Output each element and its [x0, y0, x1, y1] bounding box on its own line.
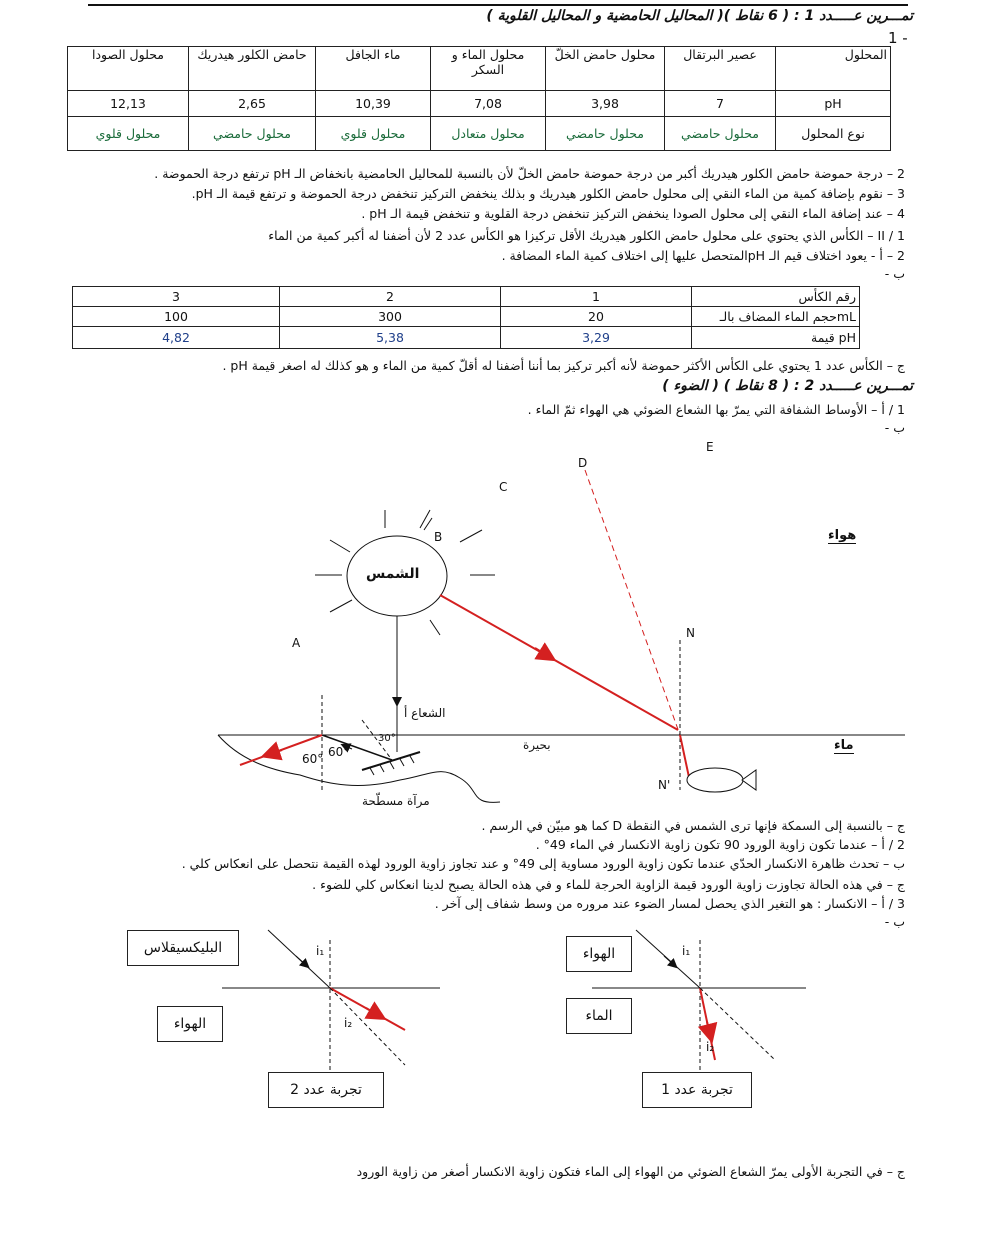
- top-rule: [88, 4, 908, 6]
- volume-cell: 20: [501, 307, 692, 327]
- refraction-diagram: [0, 430, 991, 820]
- row-label: حجم الماء المضاف بالـmL: [692, 307, 860, 327]
- answer-line: ج – بالنسبة إلى السمكة فإنها ترى الشمس في النقطة D كما هو مبيّن في الرسم .: [481, 818, 905, 833]
- header-cell: عصير البرتقال: [665, 47, 776, 91]
- section-number: 1 -: [888, 29, 908, 47]
- apparent-ray: [585, 470, 680, 735]
- cup-cell: 3: [73, 287, 280, 307]
- lake-label: بحيرة: [523, 738, 551, 752]
- ph-cell: 7: [665, 91, 776, 117]
- ray-a-label: الشعاع أ: [404, 706, 446, 720]
- label-n-prime: N': [658, 778, 671, 792]
- sun-ray: [440, 595, 678, 730]
- answer-line: ب – تحدث ظاهرة الانكسار الحدّي عندما تكون زاوية الورود مساوية إلى 49° و عند تجاوز زاوية الورود لهذه القيمة نتحصل على انعكاس كلي .: [181, 856, 905, 871]
- answer-line: ج – في هذه الحالة تجاوزت زاوية الورود قيمة الزاوية الحرجة للماء و في هذه الحالة يصبح لدينا انعكاس كلي للضوء .: [312, 877, 905, 892]
- type-cell: محلول حامضي: [665, 117, 776, 151]
- solutions-table: [67, 46, 891, 151]
- row-label: رقم الكأس: [692, 287, 860, 307]
- ph-value-cell: 5,38: [280, 327, 501, 349]
- answer-line: 2 / أ – عندما تكون زاوية الورود 90 تكون زاوية الانكسار في الماء 49° .: [535, 837, 905, 852]
- answer-line: ج – في التجربة الأولى يمرّ الشعاع الضوئي من الهواء إلى الماء فتكون زاوية الانكسار أصغر من زاوية الورود: [356, 1164, 905, 1179]
- exp1-i1: i₁: [682, 944, 691, 958]
- cup-cell: 1: [501, 287, 692, 307]
- label-n: N: [686, 626, 695, 640]
- exp2-caption: تجربة عدد 2: [268, 1072, 384, 1108]
- volume-cell: 100: [73, 307, 280, 327]
- angle-label: 60°: [328, 745, 350, 759]
- angle-label: 60°: [302, 752, 324, 766]
- answer-line: ج – الكأس عدد 1 يحتوي على الكأس الأكثر حموضة لأنه أكبر تركيز بما أننا أضفنا له أقلّ كمية من الماء و هو كذلك له اصغر قيمة pH .: [222, 358, 905, 373]
- ph-value-cell: 4,82: [73, 327, 280, 349]
- ph-label: pH: [776, 91, 891, 117]
- type-cell: محلول حامضي: [189, 117, 316, 151]
- label-c: C: [499, 480, 508, 494]
- exp1-bottom-medium: الماء: [566, 998, 632, 1034]
- label-d: D: [578, 456, 588, 470]
- ph-value-cell: 3,29: [501, 327, 692, 349]
- type-cell: محلول متعادل: [431, 117, 546, 151]
- type-label: نوع المحلول: [776, 117, 891, 151]
- exp2-bottom-medium: الهواء: [157, 1006, 223, 1042]
- header-cell: المحلول: [776, 47, 891, 91]
- ph-cell: 10,39: [316, 91, 431, 117]
- volume-cell: 300: [280, 307, 501, 327]
- answer-line: II / 1 – الكأس الذي يحتوي على محلول حامض الكلور هيدريك الأقل تركيزا هو الكأس عدد 2 لأن أضفنا له أكبر كمية من الماء: [268, 228, 905, 243]
- header-cell: محلول الصودا: [68, 47, 189, 91]
- answer-line: 2 – أ - يعود اختلاف قيم الـ pHالمتحصل عليها إلى اختلاف كمية الماء المضافة .: [501, 248, 905, 263]
- header-cell: محلول حامض الخلّ: [546, 47, 665, 91]
- answer-line: 3 / أ – الانكسار : هو التغير الذي يحصل لمسار الضوء عند مروره من وسط شفاف إلى آخر .: [434, 896, 905, 911]
- exercise1-title: تمـــرين عـــــدد 1 : ( 6 نقاط )( المحاليل الحامضية و المحاليل القلوية ): [486, 8, 913, 24]
- cups-table: [72, 286, 860, 349]
- ph-cell: 7,08: [431, 91, 546, 117]
- cup-cell: 2: [280, 287, 501, 307]
- answer-line: 3 – نقوم بإضافة كمية من الماء النقي إلى محلول حامض الكلور هيدريك و بذلك ينخفض التركيز تنخفض درجة الحموضة و ترتفع قيمة الـ pH.: [191, 186, 905, 201]
- type-cell: محلول قلوي: [68, 117, 189, 151]
- ph-cell: 3,98: [546, 91, 665, 117]
- mirror: [362, 752, 420, 770]
- header-cell: محلول الماء و السكر: [431, 47, 546, 91]
- exp1-top-medium: الهواء: [566, 936, 632, 972]
- fish-icon: [687, 768, 743, 792]
- type-cell: محلول حامضي: [546, 117, 665, 151]
- ph-cell: 2,65: [189, 91, 316, 117]
- label-e: E: [706, 440, 714, 454]
- mirror-label: مرآة مسطّحة: [362, 794, 430, 808]
- exercise2-title: تمـــرين عـــــدد 2 : ( 8 نقاط ) ( الضوء ): [662, 378, 913, 394]
- angle-label: 30°: [378, 733, 396, 744]
- exp2-top-medium: البليكسيقلاس: [127, 930, 239, 966]
- answer-line: 1 / أ – الأوساط الشفافة التي يمرّ بها الشعاع الضوئي هي الهواء ثمّ الماء .: [527, 402, 905, 417]
- header-cell: ماء الجافل: [316, 47, 431, 91]
- answer-line: ب -: [884, 266, 905, 281]
- header-cell: حامض الكلور هيدريك: [189, 47, 316, 91]
- exp2-i2: i₂: [344, 1016, 353, 1030]
- answer-line: ب -: [884, 914, 905, 929]
- ph-cell: 12,13: [68, 91, 189, 117]
- label-b: B: [434, 530, 443, 544]
- row-label: قيمة pH: [692, 327, 860, 349]
- answer-line: 4 – عند إضافة الماء النقي إلى محلول الصودا ينخفض التركيز تنخفض درجة القلوية و تنخفض قيمة الـ pH .: [361, 206, 905, 221]
- label-a: A: [292, 636, 301, 650]
- type-cell: محلول قلوي: [316, 117, 431, 151]
- answer-line: ب -: [884, 420, 905, 435]
- exp2-i1: i₁: [316, 944, 325, 958]
- sun-label: الشمس: [366, 566, 420, 582]
- answer-line: 2 – درجة حموضة حامض الكلور هيدريك أكبر من درجة حموضة حامض الخلّ لأن بالنسبة للمحاليل الحامضية بانخفاض الـ pH ترتفع درجة الحموضة .: [154, 166, 905, 181]
- air-label: هواء: [828, 528, 857, 543]
- lake-bottom: [218, 735, 500, 802]
- exp1-caption: تجربة عدد 1: [642, 1072, 752, 1108]
- water-label: ماء: [834, 738, 854, 753]
- exp1-i2: i₂: [706, 1040, 715, 1054]
